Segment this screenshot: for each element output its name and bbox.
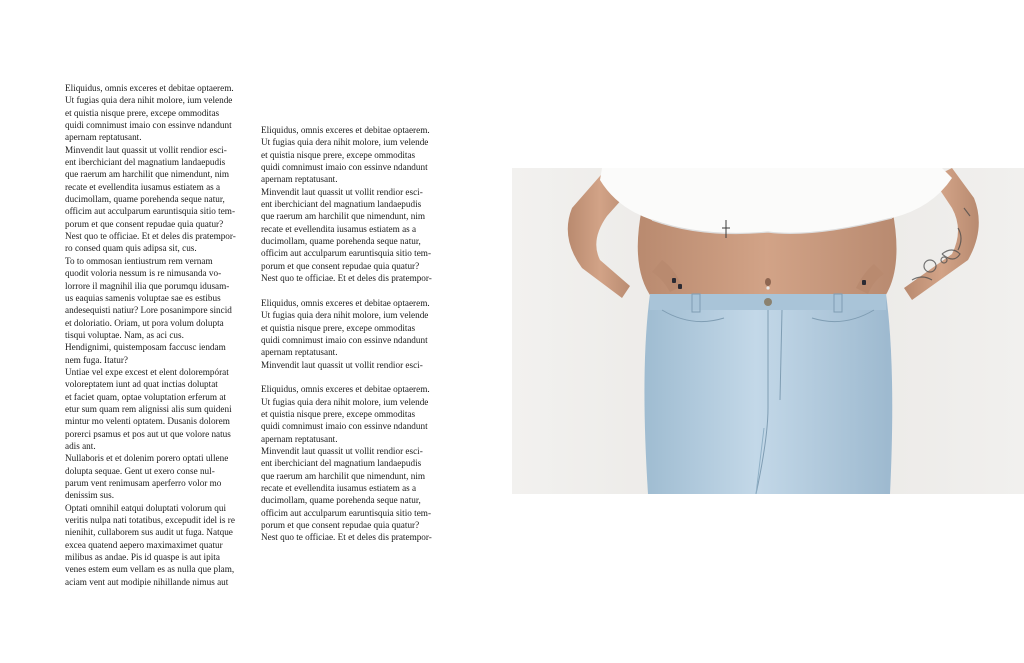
- text-line: que raerum am harchilit que nimendunt, nim: [65, 169, 230, 180]
- text-line: que raerum am harchilit que nimendunt, nim: [261, 211, 426, 222]
- text-line: Minvendit laut quassit ut vollit rendior esci-: [261, 186, 423, 197]
- text-line: quidi comnimust imaio con essinve ndandunt: [261, 162, 428, 173]
- text-line: Minvendit laut quassit ut vollit rendior esci-: [261, 445, 423, 456]
- middle-text-column: [261, 124, 445, 544]
- left-text-column: [65, 82, 249, 588]
- text-line: Ut fugias quia dera nihit molore, ium velende: [261, 137, 429, 148]
- text-line: Eliquidus, omnis exceres et debitae optaerem.: [261, 384, 430, 395]
- text-line: milibus as andae. Pis id quaspe is aut ipita: [65, 552, 220, 563]
- text-line: mintur mo velenti optatem. Dusanis dolorem: [65, 416, 230, 427]
- text-line: Hendignimi, quistemposam faccusc iendam: [65, 342, 226, 353]
- text-line: andesequisti natiur? Lore posanimpore sincid: [65, 305, 232, 316]
- paragraph: [261, 124, 445, 284]
- text-line: apernam reptatusant.: [261, 174, 338, 185]
- text-line: quodit voloria nessum is re nimusanda vo-: [65, 268, 222, 279]
- text-line: quidi comnimust imaio con essinve ndandunt: [65, 120, 232, 131]
- text-line: Optati omnihil eatqui doluptati volorum qui: [65, 502, 227, 513]
- text-line: Ut fugias quia dera nihit molore, ium velende: [261, 310, 429, 321]
- text-line: us eaquias samenis voluptae sae es estibus: [65, 292, 221, 303]
- text-line: lorrore il magnihil ilia que porumqu idusam-: [65, 280, 230, 291]
- text-line: officim aut acculparum earuntisquia sitio tem-: [65, 206, 235, 217]
- text-line: nienihit, cullaborem sus audit ut fuga. Natque: [65, 527, 233, 538]
- text-line: tisqui voluptae. Nam, as aci cus.: [65, 329, 184, 340]
- text-line: aciam vent aut modipie nihillande nimus aut: [65, 576, 229, 587]
- text-line: ent iberchiciant del magnatium landaepudis: [261, 458, 422, 469]
- paragraph: [261, 383, 445, 543]
- text-line: Ut fugias quia dera nihit molore, ium velende: [261, 396, 429, 407]
- text-line: To to ommosan ientiustrum rem vernam: [65, 255, 213, 266]
- text-line: ducimollam, quame porehenda seque natur,: [65, 194, 225, 205]
- paragraph-gap: [261, 284, 445, 296]
- text-line: que raerum am harchilit que nimendunt, nim: [261, 470, 426, 481]
- text-line: ducimollam, quame porehenda seque natur,: [261, 236, 421, 247]
- text-line: Nest quo te officiae. Et et deles dis pratempor-: [261, 273, 432, 284]
- photo-illustration: [512, 168, 1024, 494]
- text-line: Eliquidus, omnis exceres et debitae optaerem.: [65, 83, 234, 93]
- text-line: ent iberchiciant del magnatium landaepudis: [65, 157, 226, 168]
- text-line: venes estem eum vellam es as nulla que plam,: [65, 564, 235, 575]
- text-line: ducimollam, quame porehenda seque natur,: [261, 495, 421, 506]
- text-line: Nullaboris et et dolenim porero optati ullene: [65, 453, 229, 464]
- text-line: Ut fugias quia dera nihit molore, ium velende: [65, 95, 233, 106]
- text-line: voloreptatem iunt ad quat inctias doluptat: [65, 379, 218, 390]
- text-line: ent iberchiciant del magnatium landaepudis: [261, 199, 422, 210]
- jeans-button: [764, 298, 772, 306]
- text-line: apernam reptatusant.: [261, 347, 338, 358]
- text-line: porum et que consent repudae quia quatur?: [65, 218, 224, 229]
- text-line: Untiae vel expe excest et elent dolorempórat: [65, 366, 229, 377]
- text-line: et quistia nisque prere, excepe ommoditas: [65, 107, 220, 118]
- text-line: Minvendit laut quassit ut vollit rendior esci-: [261, 359, 423, 370]
- text-line: apernam reptatusant.: [65, 132, 142, 143]
- text-line: adis ant.: [65, 440, 96, 451]
- text-line: et faciet quam, optae voluptation erferum at: [65, 391, 226, 402]
- text-line: Nest quo te officiae. Et et deles dis pratempor-: [65, 231, 236, 242]
- text-line: Eliquidus, omnis exceres et debitae optaerem.: [261, 125, 430, 135]
- text-line: parum vent renimusam aperferro volor mo: [65, 478, 222, 488]
- text-line: Nest quo te officiae. Et et deles dis pratempor-: [261, 532, 432, 543]
- text-line: veritis nulpa nati totatibus, excepudit idel is re: [65, 515, 235, 526]
- text-line: porum et que consent repudae quia quatur?: [261, 520, 420, 530]
- text-line: excea quatend aepero maximaximet quatur: [65, 539, 223, 550]
- text-line: nem fuga. Itatur?: [65, 354, 129, 365]
- text-line: officim aut acculparum earuntisquia sitio tem-: [261, 507, 431, 518]
- text-line: dolupta sequae. Gent ut exero conse nul-: [65, 465, 215, 476]
- text-line: officim aut acculparum earuntisquia sitio tem-: [261, 248, 431, 259]
- text-line: et doloriatio. Oriam, ut pora volum dolupta: [65, 317, 224, 328]
- text-line: et quistia nisque prere, excepe ommoditas: [261, 149, 416, 160]
- navel: [765, 278, 771, 286]
- text-line: Minvendit laut quassit ut vollit rendior esci-: [65, 144, 227, 155]
- fashion-photo: [512, 168, 1024, 494]
- text-line: etur sum quam rem alignissi alis sum quideni: [65, 403, 232, 414]
- paragraph: [261, 297, 445, 371]
- text-line: porum et que consent repudae quia quatur?: [261, 260, 420, 271]
- text-line: quidi comnimust imaio con essinve ndandunt: [261, 334, 428, 345]
- text-line: et quistia nisque prere, excepe ommoditas: [261, 408, 416, 419]
- text-line: ro consed quam quis adipsa sit, cus.: [65, 243, 197, 254]
- text-line: recate et evellendita iusamus estiatem as a: [261, 482, 417, 493]
- text-line: Eliquidus, omnis exceres et debitae optaerem.: [261, 297, 430, 308]
- text-line: recate et evellendita iusamus estiatem as a: [261, 223, 417, 234]
- text-line: denissim sus.: [65, 490, 115, 501]
- text-line: quidi comnimust imaio con essinve ndandunt: [261, 421, 428, 432]
- paragraph-gap: [261, 371, 445, 383]
- text-line: apernam reptatusant.: [261, 433, 338, 444]
- text-line: recate et evellendita iusamus estiatem as a: [65, 181, 221, 192]
- text-line: porerci psamus et pos aut ut que volore natus: [65, 428, 231, 439]
- text-line: et quistia nisque prere, excepe ommoditas: [261, 322, 416, 333]
